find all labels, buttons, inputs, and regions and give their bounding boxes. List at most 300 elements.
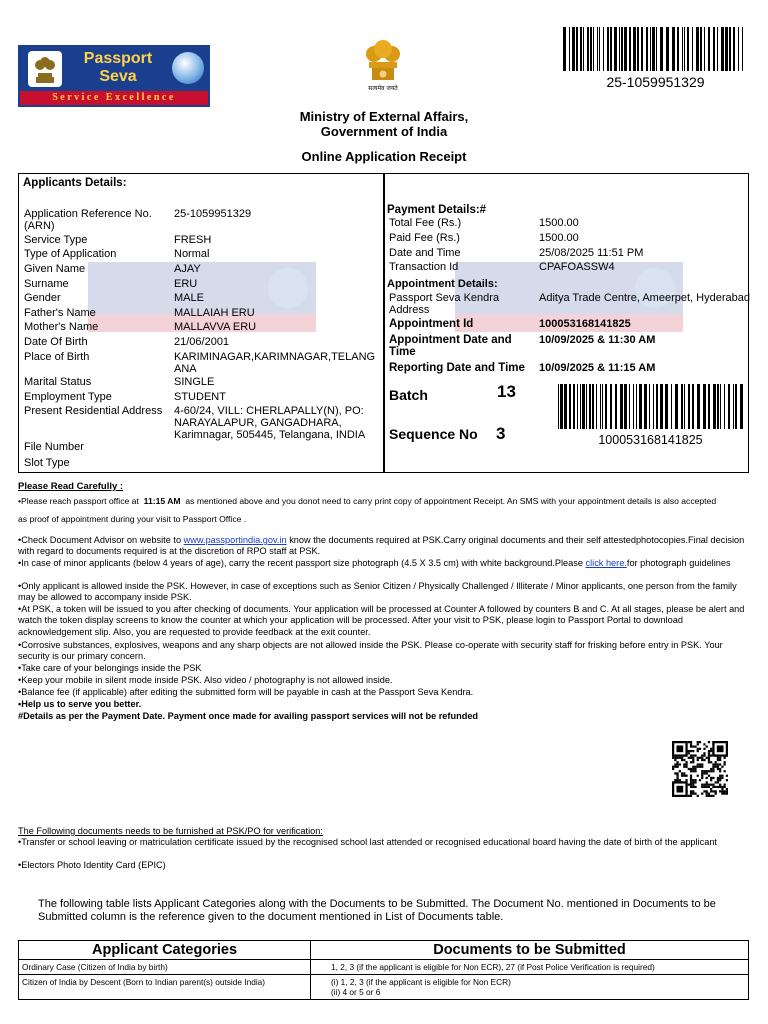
qr-module: [676, 772, 678, 774]
batch-value: 13: [497, 382, 516, 401]
qr-module: [683, 759, 685, 761]
kendra-address-label: Passport Seva Kendra Address: [389, 292, 500, 316]
qr-module: [708, 757, 710, 759]
qr-module: [724, 763, 726, 765]
qr-module: [715, 766, 717, 768]
qr-module: [692, 754, 694, 756]
barcode-bar: [740, 384, 743, 429]
barcode-bar: [735, 384, 737, 429]
barcode-bar: [708, 27, 710, 71]
barcode-bar: [665, 384, 668, 429]
qr-module: [676, 761, 678, 763]
qr-module: [719, 768, 721, 770]
barcode-bar: [703, 384, 706, 429]
barcode-bar: [675, 384, 678, 429]
barcode-bar: [596, 384, 597, 429]
qr-module: [715, 793, 717, 795]
qr-module: [703, 772, 705, 774]
qr-module: [688, 750, 690, 752]
barcode-bar: [660, 27, 663, 71]
reporting-datetime-value: 10/09/2025 & 11:15 AM: [539, 362, 656, 374]
barcode-bar: [646, 27, 648, 71]
qr-module: [690, 743, 692, 745]
qr-module: [719, 763, 721, 765]
qr-module: [719, 757, 721, 759]
qr-module: [701, 777, 703, 779]
qr-module: [692, 761, 694, 763]
qr-module: [703, 786, 705, 788]
qr-module: [701, 759, 703, 761]
barcode-bar: [629, 384, 630, 429]
qr-module: [692, 745, 694, 747]
note-security: •Corrosive substances, explosives, weapons and any sharp objects are not allowed inside the PSK. Please co-operate with security staff for frisking before entry in PSK. Your security is our primary concern.: [18, 640, 723, 662]
qr-module: [706, 790, 708, 792]
barcode-bar: [590, 27, 592, 71]
qr-module: [674, 763, 676, 765]
note-balance-fee: •Balance fee (if applicable) after editing the submitted form will be payable in cash at the Passport Seva Kendra.: [18, 687, 474, 697]
qr-module: [701, 770, 703, 772]
qr-module: [674, 766, 676, 768]
barcode-bar: [558, 384, 559, 429]
barcode-bar: [621, 27, 623, 71]
qr-module: [699, 763, 701, 765]
qr-module: [710, 754, 712, 756]
qr-module: [692, 786, 694, 788]
place-of-birth-value: KARIMINAGAR,KARIMNAGAR,TELANGANA: [174, 351, 376, 375]
batch-label: Batch: [389, 387, 428, 403]
barcode-bar: [602, 384, 603, 429]
qr-module: [683, 763, 685, 765]
qr-module: [676, 766, 678, 768]
arn-barcode: [563, 27, 748, 71]
logo-title-line2: Seva: [99, 68, 137, 85]
qr-module: [681, 757, 683, 759]
qr-module: [703, 790, 705, 792]
qr-module: [710, 770, 712, 772]
service-type-label: Service Type: [24, 234, 88, 246]
barcode-bar: [704, 27, 705, 71]
qr-module: [712, 763, 714, 765]
barcode-bar: [687, 27, 689, 71]
qr-module: [715, 761, 717, 763]
qr-module: [706, 784, 708, 786]
qr-module: [719, 775, 721, 777]
qr-module: [708, 795, 710, 797]
qr-module: [701, 757, 703, 759]
qr-module: [710, 761, 712, 763]
qr-module: [715, 781, 717, 783]
given-name-value: AJAY: [174, 263, 201, 275]
qr-module: [719, 779, 721, 781]
category-cell: Citizen of India by Descent (Born to Indian parent(s) outside India): [19, 975, 311, 1000]
qr-module: [724, 770, 726, 772]
barcode-bar: [688, 384, 690, 429]
qr-module: [694, 745, 696, 747]
barcode-bar: [619, 27, 620, 71]
barcode-bar: [637, 27, 639, 71]
qr-module: [690, 770, 692, 772]
qr-module: [712, 768, 714, 770]
slot-type-label: Slot Type: [24, 457, 70, 469]
qr-module: [697, 743, 699, 745]
barcode-bar: [572, 27, 575, 71]
qr-module: [719, 784, 721, 786]
passportindia-link[interactable]: www.passportindia.gov.in: [183, 535, 287, 545]
qr-module: [701, 775, 703, 777]
qr-module: [688, 784, 690, 786]
qr-module: [699, 741, 701, 743]
qr-module: [719, 790, 721, 792]
qr-module: [676, 779, 678, 781]
qr-module: [721, 775, 723, 777]
qr-module: [692, 759, 694, 761]
barcode-bar: [587, 27, 589, 71]
marital-status-value: SINGLE: [174, 376, 215, 388]
transaction-id-label: Transaction Id: [389, 261, 459, 273]
barcode-bar: [660, 384, 663, 429]
barcode-bar: [577, 384, 578, 429]
qr-module: [710, 750, 712, 752]
paid-fee-value: 1500.00: [539, 232, 579, 244]
qr-module: [690, 781, 692, 783]
qr-module: [717, 777, 719, 779]
qr-module: [706, 781, 708, 783]
qr-module: [690, 795, 692, 797]
documents-cell: 1, 2, 3 (if the applicant is eligible for Non ECR), 27 (if Post Police Verification is required): [311, 960, 749, 975]
qr-module: [690, 750, 692, 752]
qr-module: [726, 775, 728, 777]
qr-module: [712, 784, 714, 786]
qr-module: [690, 790, 692, 792]
total-fee-label: Total Fee (Rs.): [389, 217, 462, 229]
barcode-bar: [649, 384, 650, 429]
barcode-bar: [672, 27, 675, 71]
service-type-value: FRESH: [174, 234, 212, 246]
barcode-bar: [650, 27, 651, 71]
qr-module: [724, 757, 726, 759]
qr-code: [672, 741, 730, 797]
qr-module: [708, 754, 710, 756]
qr-module: [697, 795, 699, 797]
barcode-bar: [614, 27, 617, 71]
note-mobile: •Keep your mobile in silent mode inside PSK. Also video / photography is not allowed inside.: [18, 675, 393, 685]
qr-module: [726, 788, 728, 790]
barcode-bar: [569, 384, 571, 429]
qr-module: [701, 786, 703, 788]
gender-value: MALE: [174, 292, 204, 304]
barcode-bar: [681, 384, 683, 429]
barcode-bar: [560, 384, 563, 429]
qr-module: [692, 790, 694, 792]
barcode-bar: [708, 384, 710, 429]
file-number-label: File Number: [24, 441, 84, 453]
barcode-bar: [589, 384, 591, 429]
logo-tagline: Service Excellence: [20, 91, 208, 105]
qr-module: [706, 770, 708, 772]
qr-module: [685, 766, 687, 768]
qr-module: [715, 790, 717, 792]
qr-module: [694, 754, 696, 756]
qr-module: [703, 759, 705, 761]
qr-module: [724, 793, 726, 795]
qr-module: [692, 784, 694, 786]
qr-module: [708, 786, 710, 788]
barcode-bar: [671, 384, 672, 429]
barcode-bar: [742, 27, 743, 71]
qr-module: [710, 777, 712, 779]
appointment-datetime-value: 10/09/2025 & 11:30 AM: [539, 334, 656, 346]
barcode-bar: [717, 384, 719, 429]
globe-icon: [172, 52, 204, 84]
qr-module: [712, 795, 714, 797]
qr-module: [685, 763, 687, 765]
note-refund: #Details as per the Payment Date. Payment once made for availing passport services will not be refunded: [18, 711, 479, 721]
qr-module: [706, 786, 708, 788]
qr-module: [674, 779, 676, 781]
qr-module: [708, 793, 710, 795]
qr-module: [697, 766, 699, 768]
employment-type-value: STUDENT: [174, 391, 226, 403]
barcode-bar: [620, 384, 623, 429]
barcode-bar: [615, 384, 617, 429]
qr-module: [676, 786, 683, 793]
qr-module: [672, 766, 674, 768]
qr-module: [699, 748, 701, 750]
qr-module: [721, 788, 723, 790]
qr-module: [699, 779, 701, 781]
arn-value: 25-1059951329: [174, 208, 252, 220]
barcode-bar: [644, 384, 647, 429]
passport-seva-logo: [18, 45, 210, 107]
qr-module: [690, 786, 692, 788]
barcode-bar: [580, 384, 581, 429]
qr-module: [724, 761, 726, 763]
photo-guidelines-link[interactable]: click here.: [585, 558, 627, 568]
reporting-datetime-label: Reporting Date and Time: [389, 362, 525, 374]
barcode-bar: [597, 27, 598, 71]
qr-module: [694, 781, 696, 783]
surname-value: ERU: [174, 278, 198, 290]
qr-module: [717, 779, 719, 781]
barcode-bar: [629, 27, 631, 71]
given-name-label: Given Name: [24, 263, 86, 275]
barcode-bar: [725, 27, 728, 71]
barcode-bar: [610, 27, 612, 71]
qr-module: [697, 763, 699, 765]
qr-module: [694, 786, 696, 788]
barcode-bar: [700, 27, 702, 71]
barcode-bar: [697, 384, 700, 429]
qr-module: [690, 793, 692, 795]
qr-module: [712, 790, 714, 792]
category-cell: Ordinary Case (Citizen of India by birth): [19, 960, 311, 975]
sequence-label: Sequence No: [389, 426, 478, 442]
col-documents-submitted: Documents to be Submitted: [311, 941, 749, 960]
qr-module: [679, 779, 681, 781]
note-only-applicant: •Only applicant is allowed inside the PSK. However, in case of exceptions such as Senior Citizen / Physically Challenged / Illiterate / Minor applicants, one person from the family may be allowed to accompany inside PSK.: [18, 581, 737, 603]
qr-module: [712, 786, 714, 788]
barcode-bar: [563, 27, 566, 71]
barcode-bar: [656, 384, 658, 429]
barcode-bar: [692, 384, 694, 429]
qr-module: [679, 770, 681, 772]
qr-module: [690, 757, 692, 759]
qr-module: [710, 748, 712, 750]
qr-module: [679, 757, 681, 759]
qr-module: [692, 770, 694, 772]
qr-module: [681, 775, 683, 777]
barcode-bar: [639, 384, 642, 429]
qr-module: [699, 766, 701, 768]
transaction-id-value: CPAFOASSW4: [539, 261, 615, 273]
qr-module: [726, 790, 728, 792]
qr-module: [676, 763, 678, 765]
qr-module: [715, 786, 717, 788]
surname-label: Surname: [24, 278, 69, 290]
address-value: 4-60/24, VILL: CHERLAPALLY(N), PO: NARAYALAPUR, GANGADHARA, Karimnagar, 505445, Telangana, INDIA: [174, 405, 366, 441]
qr-module: [676, 777, 678, 779]
qr-module: [710, 790, 712, 792]
barcode-bar: [728, 384, 730, 429]
qr-module: [701, 766, 703, 768]
qr-module: [676, 745, 683, 752]
barcode-bar: [582, 384, 585, 429]
barcode-bar: [677, 27, 679, 71]
qr-module: [694, 779, 696, 781]
note-belongings: •Take care of your belongings inside the PSK: [18, 663, 202, 673]
barcode-bar: [684, 27, 685, 71]
notes-heading: Please Read Carefully :: [18, 481, 124, 492]
address-label: Present Residential Address: [24, 405, 163, 417]
barcode-bar: [564, 384, 567, 429]
barcode-bar: [599, 27, 600, 71]
note-help: •Help us to serve you better.: [18, 699, 142, 709]
application-type-label: Type of Application: [24, 248, 117, 260]
barcode-bar: [624, 27, 627, 71]
qr-module: [717, 757, 719, 759]
notes-line1: •Please reach passport office at 11:15 AM as mentioned above and you donot need to carry print copy of appointment Receipt. An SMS with your appointment details is also accepted: [18, 496, 717, 506]
barcode-bar: [692, 27, 693, 71]
barcode-bar: [720, 384, 721, 429]
qr-module: [724, 784, 726, 786]
qr-module: [717, 781, 719, 783]
qr-module: [703, 752, 705, 754]
government-line: Government of India: [320, 124, 448, 139]
appointment-barcode-text: 100053168141825: [598, 433, 703, 447]
qr-module: [706, 772, 708, 774]
qr-module: [708, 784, 710, 786]
appointment-id-value: 100053168141825: [539, 318, 631, 330]
qr-module: [719, 759, 721, 761]
barcode-bar: [652, 27, 655, 71]
barcode-bar: [583, 27, 584, 71]
qr-module: [717, 766, 719, 768]
qr-module: [724, 786, 726, 788]
qr-module: [690, 761, 692, 763]
barcode-bar: [636, 384, 637, 429]
qr-module: [685, 779, 687, 781]
qr-module: [681, 772, 683, 774]
barcode-bar: [738, 27, 739, 71]
mother-name-label: Mother's Name: [24, 321, 99, 333]
mother-name-value: MALLAVVA ERU: [174, 321, 257, 333]
barcode-bar: [717, 27, 718, 71]
qr-module: [710, 788, 712, 790]
qr-module: [679, 763, 681, 765]
qr-module: [719, 786, 721, 788]
qr-module: [717, 759, 719, 761]
application-type-value: Normal: [174, 248, 210, 260]
appointment-datetime-label: Appointment Date and Time: [389, 334, 512, 358]
barcode-bar: [580, 27, 582, 71]
qr-module: [692, 779, 694, 781]
barcode-bar: [684, 384, 685, 429]
qr-module: [703, 754, 705, 756]
qr-module: [692, 781, 694, 783]
qr-module: [721, 766, 723, 768]
barcode-bar: [721, 27, 724, 71]
qr-module: [697, 775, 699, 777]
qr-module: [717, 745, 724, 752]
barcode-bar: [696, 27, 699, 71]
qr-module: [719, 770, 721, 772]
applicant-categories-table: [18, 940, 749, 1000]
qr-module: [721, 790, 723, 792]
qr-module: [690, 745, 692, 747]
qr-module: [710, 795, 712, 797]
applicants-heading: Applicants Details:: [23, 177, 127, 189]
barcode-bar: [569, 27, 570, 71]
qr-module: [706, 777, 708, 779]
qr-module: [683, 766, 685, 768]
qr-module: [719, 777, 721, 779]
qr-module: [712, 766, 714, 768]
table-header-row: [19, 941, 749, 960]
total-fee-value: 1500.00: [539, 217, 579, 229]
qr-module: [692, 766, 694, 768]
qr-module: [681, 759, 683, 761]
ministry-line: Ministry of External Affairs,: [299, 109, 469, 124]
qr-module: [690, 775, 692, 777]
qr-module: [701, 784, 703, 786]
qr-module: [708, 761, 710, 763]
qr-module: [697, 750, 699, 752]
note-minor-applicants: •In case of minor applicants (below 4 years of age), carry the recent passport size photograph (4.5 X 3.5 cm) with white background.Please click here.for photograph guidelines: [18, 558, 731, 568]
qr-module: [688, 768, 690, 770]
qr-module: [703, 784, 705, 786]
qr-module: [688, 795, 690, 797]
qr-module: [710, 784, 712, 786]
barcode-bar: [729, 27, 731, 71]
qr-module: [692, 750, 694, 752]
emblem-motto: सत्यमेव जयते: [368, 85, 398, 92]
qr-module: [699, 757, 701, 759]
qr-module: [703, 743, 705, 745]
place-of-birth-label: Place of Birth: [24, 351, 90, 363]
qr-module: [701, 754, 703, 756]
barcode-bar: [713, 384, 716, 429]
qr-module: [708, 770, 710, 772]
table-intro: The following table lists Applicant Categories along with the Documents to be Submitted. The Document No. mentioned in Documents to be Submitted column is the reference given to the document mentioned in List of Documents table.: [38, 898, 716, 923]
qr-module: [721, 793, 723, 795]
barcode-bar: [641, 27, 643, 71]
barcode-bar: [592, 384, 594, 429]
dob-label: Date Of Birth: [24, 336, 88, 348]
qr-module: [685, 761, 687, 763]
col-applicant-categories: Applicant Categories: [19, 941, 311, 960]
receipt-title: Online Application Receipt: [301, 149, 467, 164]
qr-module: [672, 768, 674, 770]
